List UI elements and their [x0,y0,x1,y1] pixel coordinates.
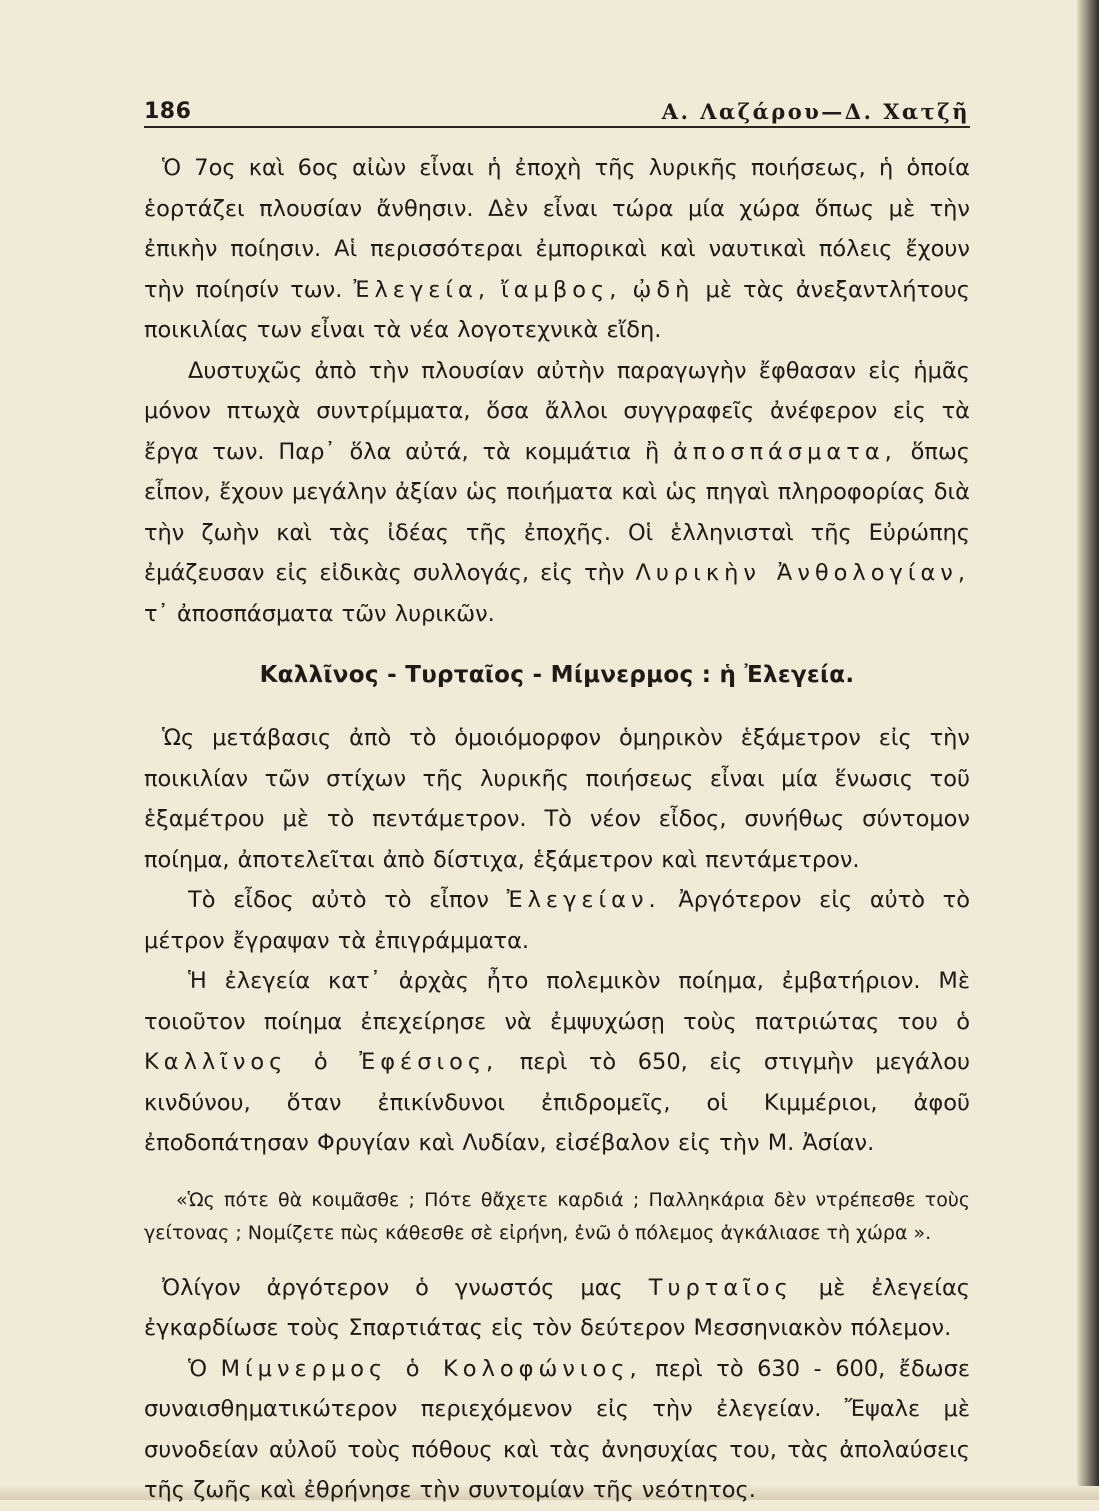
running-head-authors: Α. Λαζάρου—Δ. Χατζῆ [661,99,970,124]
page-number: 186 [144,99,192,124]
paragraph-elegy-name [144,880,970,961]
text-run: Ὁ 7ος καὶ 6ος αἰὼν εἶναι ἡ ἐποχὴ τῆς λυρικῆς ποιήσεως, ἡ ὁποία ἑορτάζει πλουσίαν ἄνθησιν. Δὲν εἶναι τώρα μία χώρα ὅπως μὲ τὴν ἐπικὴν ποίησιν. Αἱ περισσότεραι ἐμπορικαὶ καὶ ναυτικαὶ πόλεις ἔχουν τὴν ποίησίν των. [144,155,970,303]
spaced-term: ἴαμβος, [501,276,622,303]
paragraph-mimnermos [144,1349,970,1511]
spaced-name: Μίμνερμος ὁ Κολοφώνιος, [220,1355,642,1382]
spaced-term: Λυρικὴν Ἀνθολογίαν, [635,560,970,586]
running-head [144,88,970,128]
spaced-name: Καλλῖνος ὁ Ἐφέσιος, [144,1049,499,1075]
page-edge-shadow [1077,0,1099,1500]
text-run: Ἡ ἐλεγεία κατ᾿ ἀρχὰς ἦτο πολεμικὸν ποίημα, ἐμβατήριον. Μὲ τοιοῦτον ποίημα ἐπεχείρησε νὰ ἐμψυχώσῃ τοὺς πατριώτας του ὁ [144,968,970,1035]
text-run: Ἀργότερον εἰς αὐτὸ τὸ μέτρον ἔγραψαν τὰ ἐπιγράμματα. [144,887,970,954]
text-run: τ᾿ ἀποσπάσματα τῶν λυρικῶν. [144,600,495,627]
text-run: περὶ τὸ 650, εἰς στιγμὴν μεγάλου κινδύνου, ὅταν ἐπικίνδυνοι ἐπιδρομεῖς, οἱ Κιμμέριοι, ἀφοῦ ἐποδοπάτησαν Φρυγίαν καὶ Λυδίαν, εἰσέβαλον εἰς τὴν Μ. Ἀσίαν. [144,1049,970,1156]
text-run: μὲ τὰς ἀνεξαντλήτους ποικιλίας των εἶναι τὰ νέα λογοτεχνικὰ εἴδη. [144,276,971,343]
text-run: περὶ τὸ 630 - 600, ἔδωσε συναισθηματικώτερον περιεχόμενον εἰς τὴν ἐλεγείαν. Ἔψαλε μὲ συνοδείαν αὐλοῦ τοὺς πόθους καὶ τὰς ἀνησυχίας του, τὰς ἀπολαύσεις τῆς ζωῆς καὶ ἐθρήνησε τὴν συντομίαν τῆς νεότητος. [144,1355,970,1503]
quotation: «Ὡς πότε θὰ κοιμᾶσθε ; Πότε θἄχετε καρδιά ; Παλληκάρια δὲν ντρέπεσθε τοὺς γείτονας ; Νομίζετε πὼς κάθεσθε σὲ εἰρήνη, ἐνῶ ὁ πόλεμος ἀγκάλιασε τὴ χώρα ». [144,1188,970,1244]
text-run: Ὀλίγον ἀργότερον ὁ γνωστός μας [162,1274,623,1301]
spaced-term: ἀποσπάσματα, [673,438,897,465]
paragraph-kallinos [144,961,970,1164]
paragraph-tyrtaios [144,1268,970,1349]
spaced-term: ᾠδὴ [632,276,695,303]
text-run: μὲ ἐλεγείας ἐγκαρδίωσε τοὺς Σπαρτιάτας εἰς τὸν δεύτερον Μεσσηνιακὸν πόλεμον. [144,1274,971,1341]
paragraph-elegy-form: Ὡς μετάβασις ἀπὸ τὸ ὁμοιόμορφον ὁμηρικὸν ἑξάμετρον εἰς τὴν ποικιλίαν τῶν στίχων τῆς λυρικῆς ποιήσεως εἶναι μία ἕνωσις τοῦ ἑξαμέτρου μὲ τὸ πεντάμετρον. Τὸ νέον εἶδος, συνήθως σύντομον ποίημα, ἀποτελεῖται ἀπὸ δίστιχα, ἑξάμετρον καὶ πεντάμετρον. [144,725,970,873]
page-body [144,148,970,1511]
paragraph-lyric-era [144,148,970,351]
spaced-name: Τυρταῖος [648,1274,793,1301]
section-heading: Καλλῖνος - Τυρταῖος - Μίμνερμος : ἡ Ἐλεγεία. [259,662,855,688]
text-run: Τὸ εἶδος αὐτὸ τὸ εἶπον [188,887,489,913]
paragraph-fragments [144,351,970,635]
spaced-term: Ἐλεγείαν. [506,887,661,913]
text-run: Ὁ [188,1355,208,1382]
text-run: ὅπως εἶπον, ἔχουν μεγάλην ἀξίαν ὡς ποιήματα καὶ ὡς πηγαὶ πληροφορίας διὰ τὴν ζωὴν καὶ τὰς ἰδέας τῆς ἐποχῆς. Οἱ ἑλληνισταὶ τῆς Εὐρώπης ἐμάζευσαν εἰς εἰδικὰς συλλογάς, εἰς τὴν [144,438,970,586]
text-run: Δυστυχῶς ἀπὸ τὴν πλουσίαν αὐτὴν παραγωγὴν ἔφθασαν εἰς ἡμᾶς μόνον πτωχὰ συντρίμματα, ὅσα ἄλλοι συγγραφεῖς ἀνέφερον εἰς τὰ ἔργα των. Παρ᾿ ὅλα αὐτά, τὰ κομμάτια ἢ [144,357,970,465]
spaced-term: Ἐλεγεία, [353,276,491,303]
